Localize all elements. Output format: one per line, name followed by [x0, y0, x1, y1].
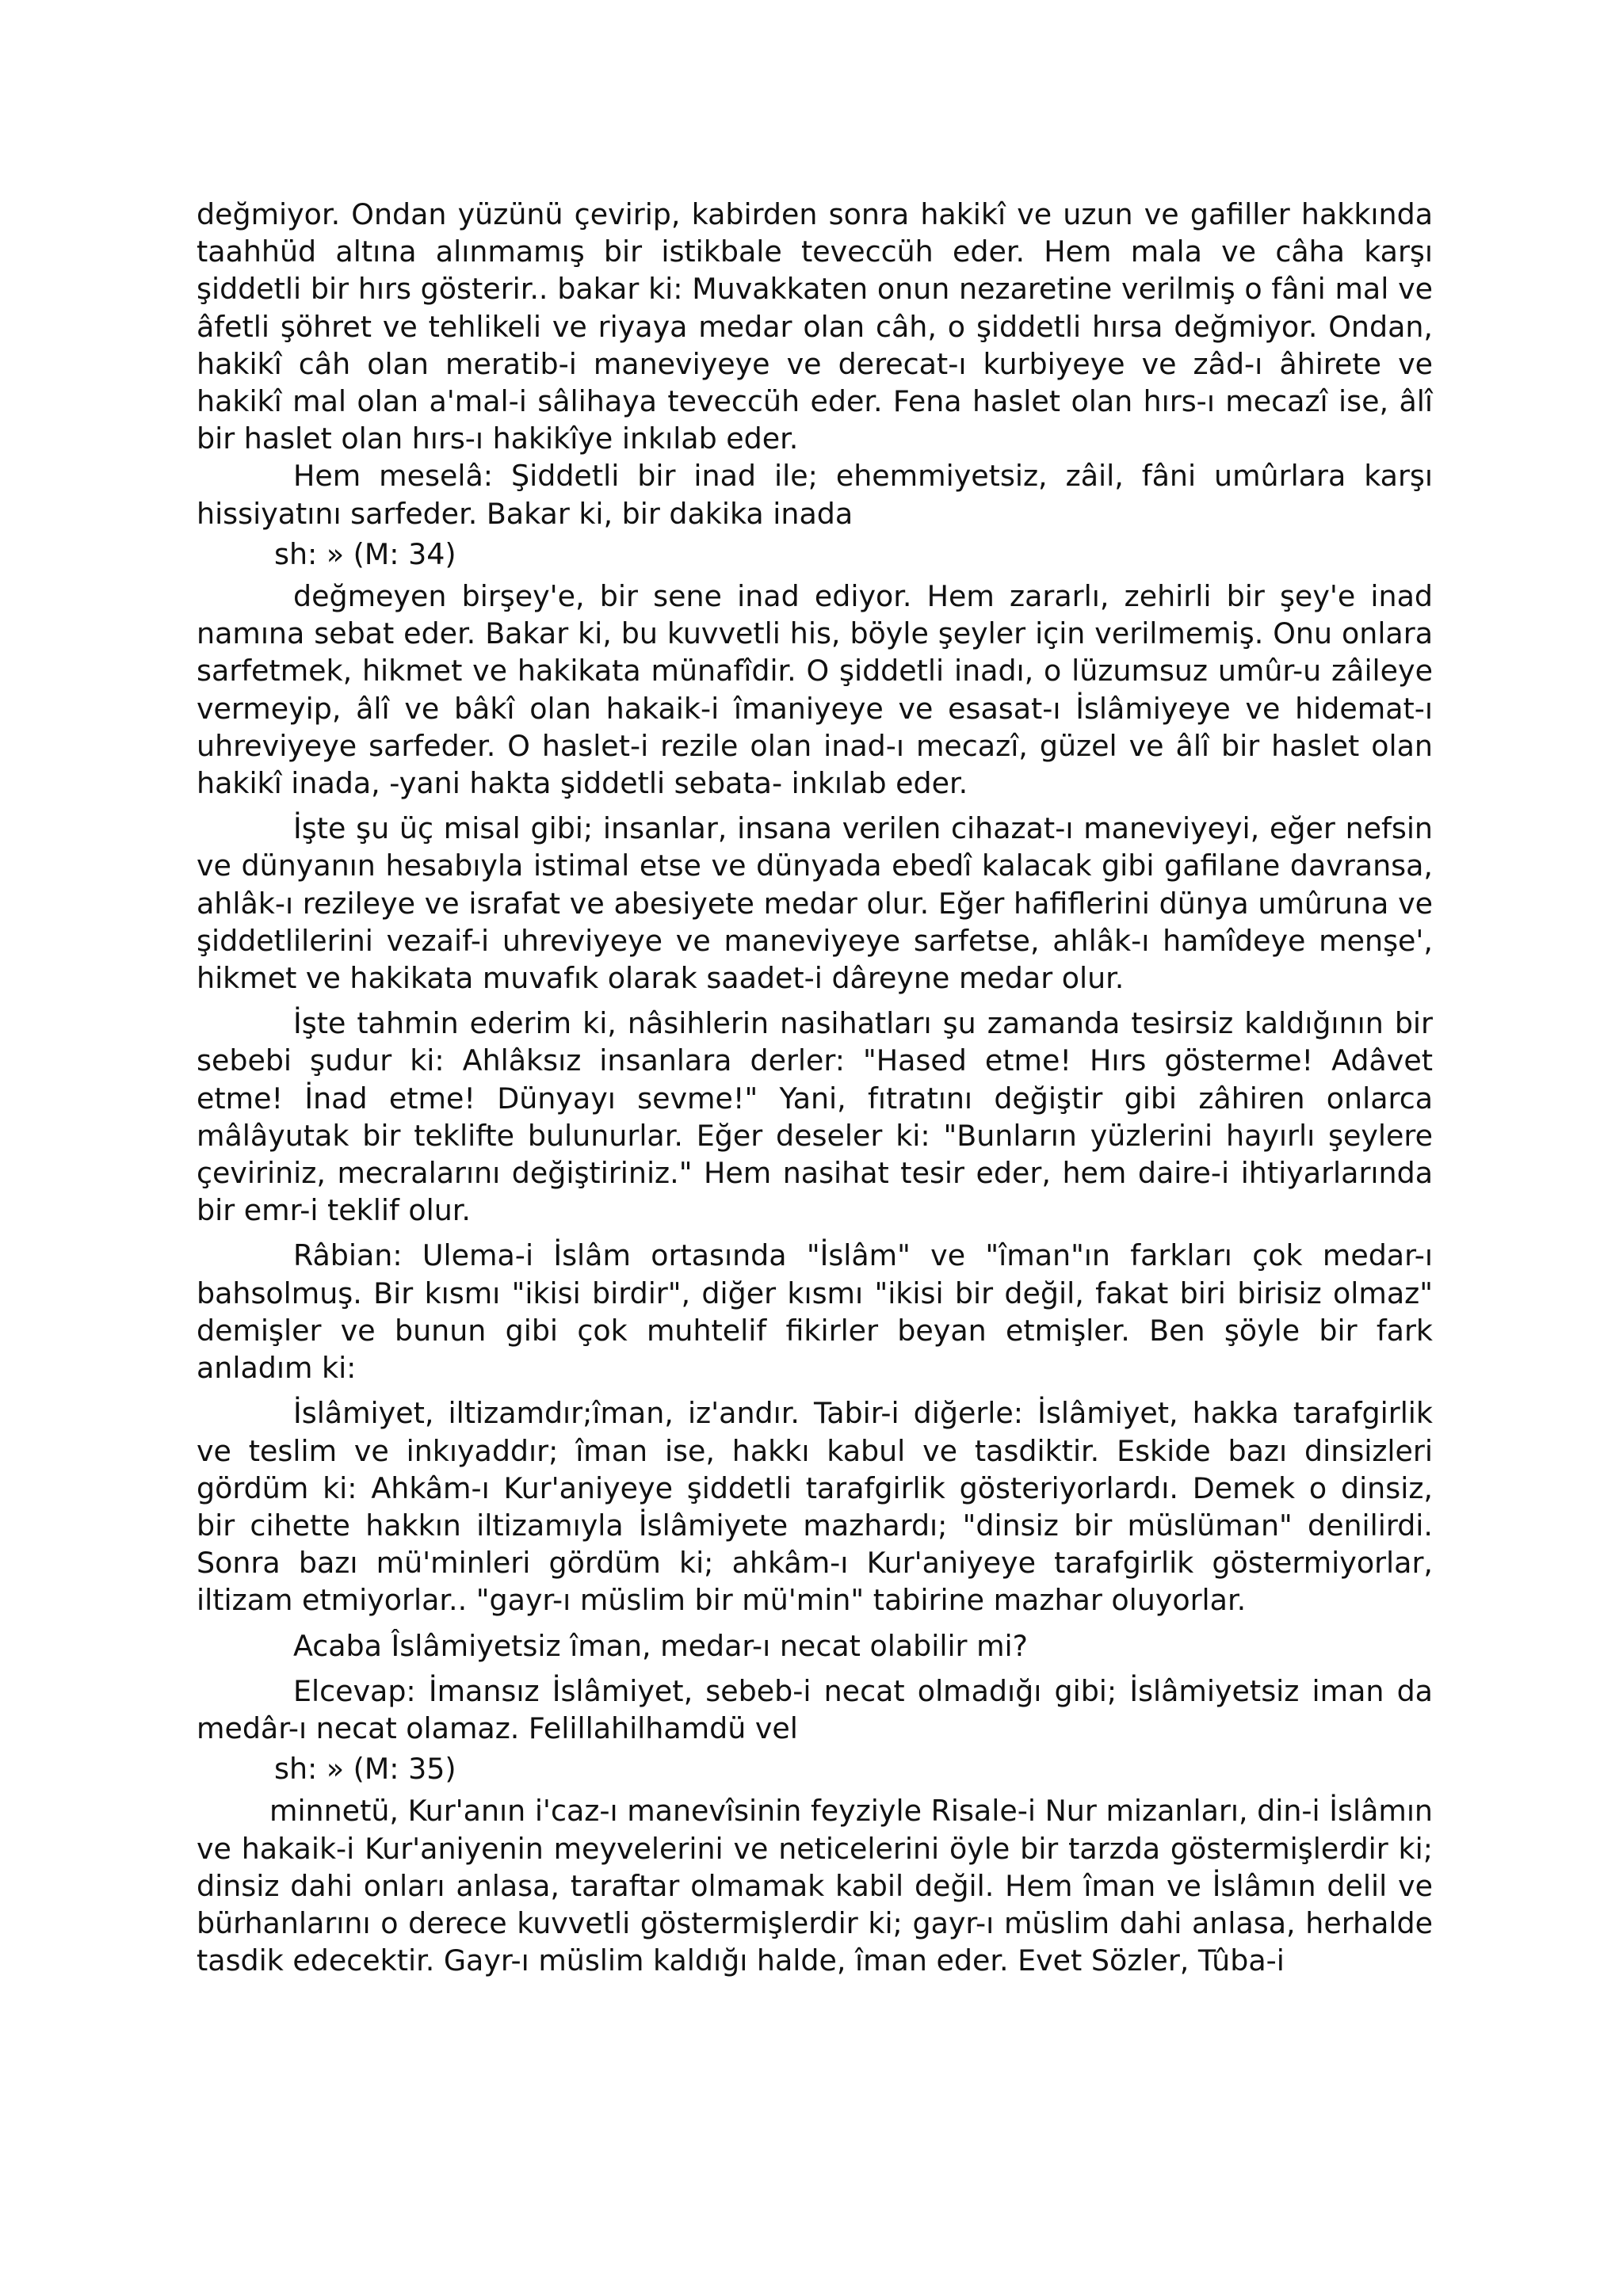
paragraph-6: Râbian: Ulema-i İslâm ortasında "İslâm" ve "îman"ın farkları çok medar-ı bahsolmuş. Bir kısmı "ikisi birdir", diğer kısmı "ikisi bir değil, fakat biri birisiz olmaz" demişler ve bunun gibi çok muhtelif fikirler beyan etmişler. Ben şöyle bir fark anladım ki:: [197, 1238, 1433, 1386]
document-page: [197, 196, 1433, 1979]
paragraph-8: Acaba Îslâmiyetsiz îman, medar-ı necat olabilir mi?: [293, 1628, 1028, 1663]
paragraph-9: Elcevap: İmansız İslâmiyet, sebeb-i necat olmadığı gibi; İslâmiyetsiz iman da medâr-ı necat olamaz. Felillahilhamdü vel: [197, 1673, 1433, 1745]
paragraph-2: Hem meselâ: Şiddetli bir inad ile; ehemmiyetsiz, zâil, fâni umûrlara karşı hissiyatını sarfeder. Bakar ki, bir dakika inada: [197, 459, 1433, 531]
paragraph-3: değmeyen birşey'e, bir sene inad ediyor. Hem zararlı, zehirli bir şey'e inad namına sebat eder. Bakar ki, bu kuvvetli his, böyle şeyler için verilmemiş. Onu onlara sarfetmek, hikmet ve hakikata münafîdir. O şiddetli inadı, o lüzumsuz umûr-u zâileye vermeyip, âlî ve bâkî olan hakaik-i îmaniyeye ve esasat-ı İslâmiyeye ve hidemat-ı uhreviyeye sarfeder. O haslet-i rezile olan inad-ı mecazî, güzel ve âlî bir haslet olan hakikî inada, -yani hakta şiddetli sebata- inkılab eder.: [197, 579, 1433, 801]
paragraph-7: İslâmiyet, iltizamdır;îman, iz'andır. Tabir-i diğerle: İslâmiyet, hakka tarafgirlik ve teslim ve inkıyaddır; îman ise, hakkı kabul ve tasdiktir. Eskide bazı dinsizleri gördüm ki: Ahkâm-ı Kur'aniyeye şiddetli tarafgirlik gösteriyorlardı. Demek o dinsiz, bir cihette hakkın iltizamıyla İslâmiyete mazhardı; "dinsiz bir müslüman" denilirdi. Sonra bazı mü'minleri gördüm ki; ahkâm-ı Kur'aniyeye tarafgirlik göstermiyorlar, iltizam etmiyorlar.. "gayr-ı müslim bir mü'min" tabirine mazhar oluyorlar.: [197, 1396, 1433, 1618]
page-marker-34: sh: » (M: 34): [274, 536, 456, 571]
paragraph-4: İşte şu üç misal gibi; insanlar, insana verilen cihazat-ı maneviyeyi, eğer nefsin ve dünyanın hesabıyla istimal etse ve dünyada ebedî kalacak gibi gafilane davransa, ahlâk-ı rezileye ve israfat ve abesiyete medar olur. Eğer hafiflerini dünya umûruna ve şiddetlilerini vezaif-i uhreviyeye ve maneviyeye sarfetse, ahlâk-ı hamîdeye menşe', hikmet ve hakikata muvafık olarak saadet-i dâreyne medar olur.: [197, 811, 1433, 996]
paragraph-5: İşte tahmin ederim ki, nâsihlerin nasihatları şu zamanda tesirsiz kaldığının bir sebebi şudur ki: Ahlâksız insanlara derler: "Hased etme! Hırs gösterme! Adâvet etme! İnad etme! Dünyayı sevme!" Yani, fıtratını değiştir gibi zâhiren onlarca mâlâyutak bir teklifte bulunurlar. Eğer deseler ki: "Bunların yüzlerini hayırlı şeylere çeviriniz, mecralarını değiştiriniz." Hem nasihat tesir eder, hem daire-i ihtiyarlarında bir emr-i teklif olur.: [197, 1006, 1433, 1228]
page-marker-35: sh: » (M: 35): [274, 1752, 456, 1787]
paragraph-1: değmiyor. Ondan yüzünü çevirip, kabirden sonra hakikî ve uzun ve gafiller hakkında taahhüd altına alınmamış bir istikbale teveccüh eder. Hem mala ve câha karşı şiddetli bir hırs gösterir.. bakar ki: Muvakkaten onun nezaretine verilmiş o fâni mal ve âfetli şöhret ve tehlikeli ve riyaya medar olan câh, o şiddetli hırsa değmiyor. Ondan, hakikî câh olan meratib-i maneviyeye ve derecat-ı kurbiyeye ve zâd-ı âhirete ve hakikî mal olan a'mal-i sâlihaya teveccüh eder. Fena haslet olan hırs-ı mecazî ise, âlî bir haslet olan hırs-ı hakikîye inkılab eder.: [197, 197, 1433, 456]
paragraph-10: minnetü, Kur'anın i'caz-ı manevîsinin feyziyle Risale-i Nur mizanları, din-i İslâmın ve hakaik-i Kur'aniyenin meyvelerini ve neticelerini öyle bir tarzda göstermişlerdir ki; dinsiz dahi onları anlasa, taraftar olmamak kabil değil. Hem îman ve İslâmın delil ve bürhanlarını o derece kuvvetli göstermişlerdir ki; gayr-ı müslim dahi anlasa, herhalde tasdik edecektir. Gayr-ı müslim kaldığı halde, îman eder. Evet Sözler, Tûba-i: [197, 1794, 1433, 1978]
